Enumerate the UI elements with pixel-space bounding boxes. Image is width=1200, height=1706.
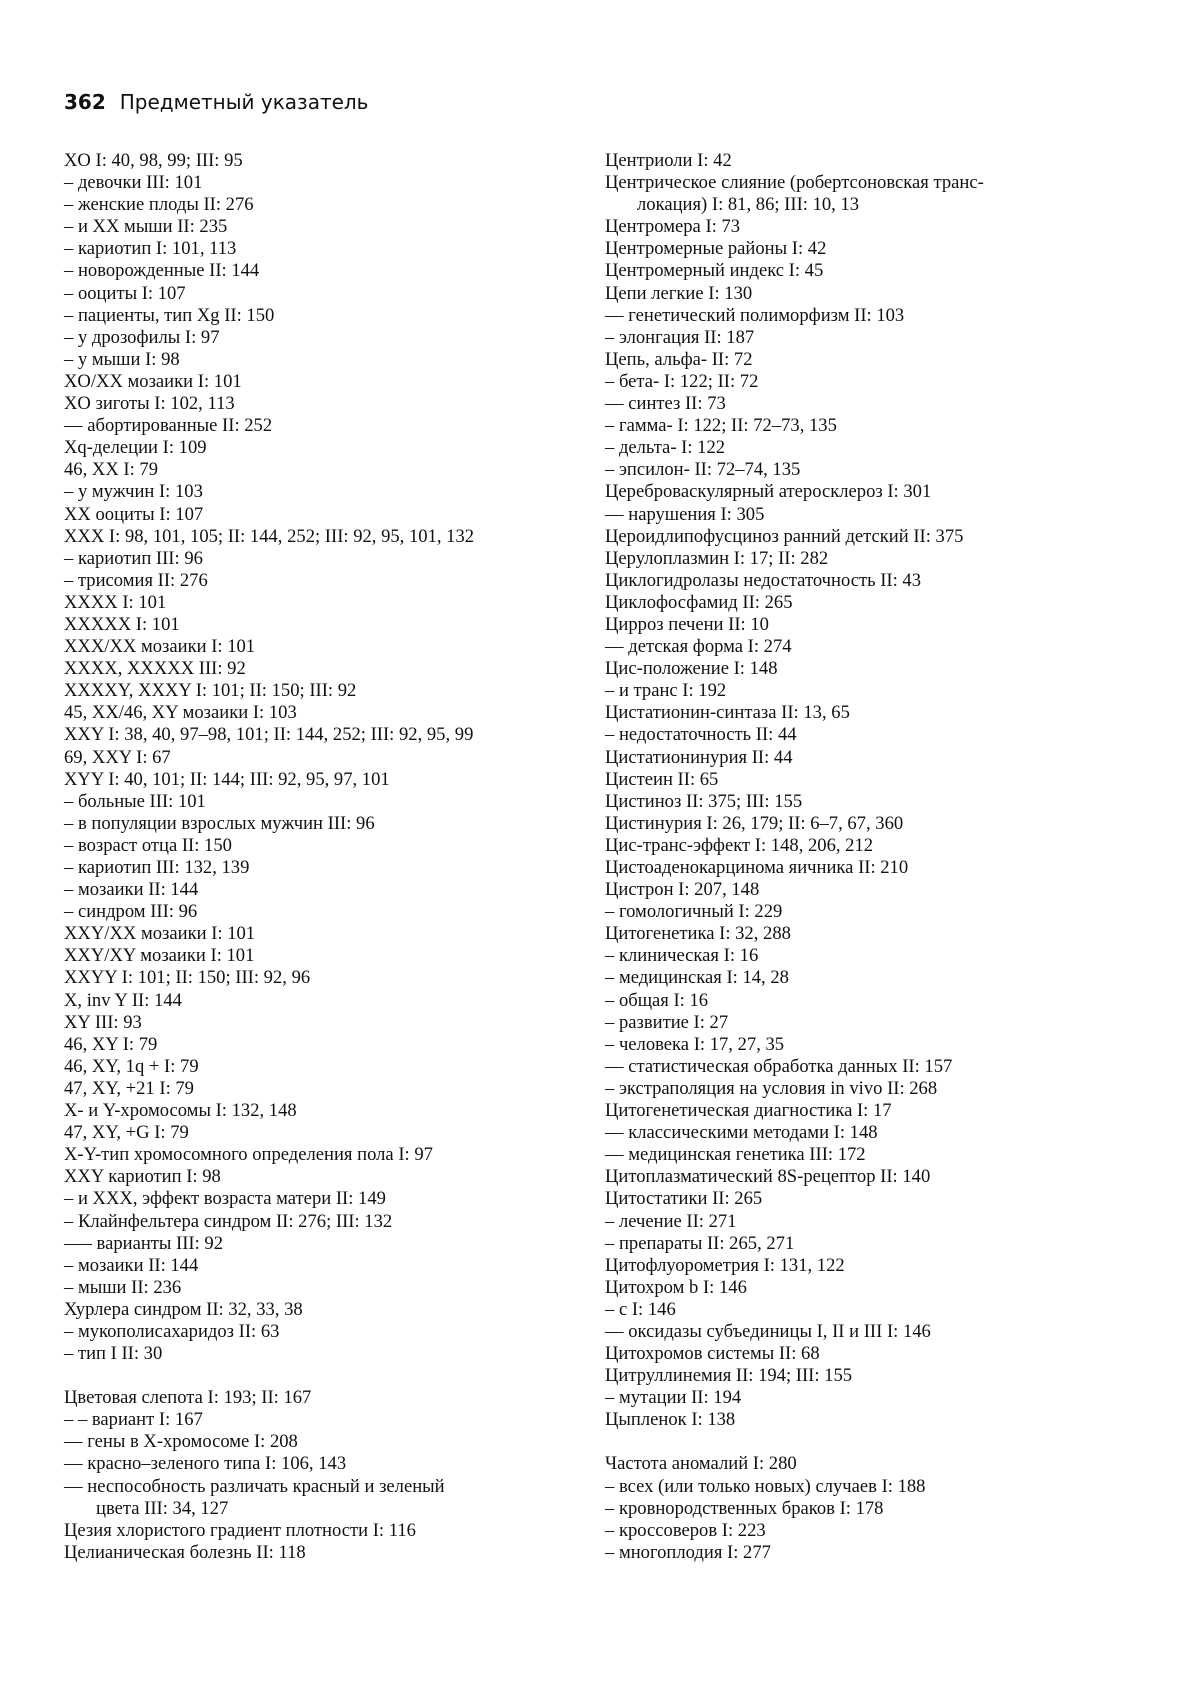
index-entry: Цероидлипофусциноз ранний детский II: 375 bbox=[605, 525, 964, 547]
index-entry: ––– варианты III: 92 bbox=[64, 1232, 224, 1254]
index-entry: –– синтез II: 73 bbox=[605, 393, 726, 415]
index-entry: 46, XY I: 79 bbox=[64, 1033, 158, 1055]
index-entry: Цистинурия I: 26, 179; II: 6–7, 67, 360 bbox=[605, 812, 904, 834]
index-entry: XY III: 93 bbox=[64, 1011, 142, 1033]
index-column-left bbox=[64, 150, 594, 1564]
index-entry: – мозаики II: 144 bbox=[64, 879, 199, 901]
index-entry: – ооциты I: 107 bbox=[64, 282, 186, 304]
index-entry: – кариотип III: 96 bbox=[64, 547, 203, 569]
index-entry: Церулоплазмин I: 17; II: 282 bbox=[605, 547, 829, 569]
index-entry: Цирроз печени II: 10 bbox=[605, 613, 769, 635]
index-entry: – гомологичный I: 229 bbox=[605, 901, 783, 923]
index-entry: – человека I: 17, 27, 35 bbox=[605, 1033, 785, 1055]
index-entry: – трисомия II: 276 bbox=[64, 569, 208, 591]
index-entry: Цыпленок I: 138 bbox=[605, 1409, 736, 1431]
index-entry: – клиническая I: 16 bbox=[605, 945, 759, 967]
index-entry: – пациенты, тип Xg II: 150 bbox=[64, 304, 275, 326]
index-entry: – общая I: 16 bbox=[605, 989, 709, 1011]
index-entry: Цезия хлористого градиент плотности I: 116 bbox=[64, 1519, 416, 1541]
index-entry: Цитруллинемия II: 194; III: 155 bbox=[605, 1365, 853, 1387]
index-entry: XXX I: 98, 101, 105; II: 144, 252; III: 92, 95, 101, 132 bbox=[64, 525, 475, 547]
index-entry: – лечение II: 271 bbox=[605, 1210, 737, 1232]
index-entry: X, inv Y II: 144 bbox=[64, 989, 182, 1011]
section-gap bbox=[64, 1365, 594, 1387]
index-entry: – всех (или только новых) случаев I: 188 bbox=[605, 1475, 926, 1497]
index-entry: XO/XX мозаики I: 101 bbox=[64, 370, 242, 392]
index-entry: XYY I: 40, 101; II: 144; III: 92, 95, 97, 101 bbox=[64, 768, 390, 790]
index-entry: –– детская форма I: 274 bbox=[605, 636, 792, 658]
index-entry: –– неспособность различать красный и зеленый bbox=[64, 1475, 445, 1497]
index-column-right bbox=[605, 150, 1145, 1564]
index-entry: 47, XY, +21 I: 79 bbox=[64, 1077, 194, 1099]
index-entry: Цепи легкие I: 130 bbox=[605, 282, 753, 304]
index-entry: – c I: 146 bbox=[605, 1298, 676, 1320]
index-entry: – женские плоды II: 276 bbox=[64, 194, 254, 216]
index-entry: – мыши II: 236 bbox=[64, 1276, 182, 1298]
index-entry: –– медицинская генетика III: 172 bbox=[605, 1144, 866, 1166]
index-entry: XX ооциты I: 107 bbox=[64, 503, 204, 525]
index-entry: – больные III: 101 bbox=[64, 790, 206, 812]
index-entry: –– оксидазы субъединицы I, II и III I: 146 bbox=[605, 1320, 931, 1342]
index-entry: – у мыши I: 98 bbox=[64, 348, 180, 370]
index-entry: XXXXY, XXXY I: 101; II: 150; III: 92 bbox=[64, 680, 357, 702]
index-entry: – кариотип I: 101, 113 bbox=[64, 238, 237, 260]
index-entry: Цистатионинурия II: 44 bbox=[605, 746, 793, 768]
index-entry: XXY/XY мозаики I: 101 bbox=[64, 945, 255, 967]
index-entry: –– красно–зеленого типа I: 106, 143 bbox=[64, 1453, 347, 1475]
index-entry: XXXX I: 101 bbox=[64, 591, 167, 613]
index-entry: Цитофлуорометрия I: 131, 122 bbox=[605, 1254, 845, 1276]
index-entry: – кроссоверов I: 223 bbox=[605, 1519, 766, 1541]
index-entry: –– абортированные II: 252 bbox=[64, 415, 273, 437]
index-entry: Цитохром b I: 146 bbox=[605, 1276, 747, 1298]
index-entry: Цис-положение I: 148 bbox=[605, 658, 778, 680]
index-entry: – недостаточность II: 44 bbox=[605, 724, 797, 746]
index-entry: –– классическими методами I: 148 bbox=[605, 1122, 878, 1144]
index-entry: – новорожденные II: 144 bbox=[64, 260, 260, 282]
index-entry: –– гены в X-хромосоме I: 208 bbox=[64, 1431, 298, 1453]
index-entry: Цистоаденокарцинома яичника II: 210 bbox=[605, 857, 909, 878]
index-entry: цвета III: 34, 127 bbox=[96, 1497, 229, 1519]
index-entry: – гамма- I: 122; II: 72–73, 135 bbox=[605, 415, 837, 437]
index-entry: – и XX мыши II: 235 bbox=[64, 216, 228, 238]
index-entry: – развитие I: 27 bbox=[605, 1011, 729, 1033]
index-entry: – синдром III: 96 bbox=[64, 901, 198, 923]
index-entry: – бета- I: 122; II: 72 bbox=[605, 370, 759, 392]
index-entry: XXYY I: 101; II: 150; III: 92, 96 bbox=[64, 967, 311, 989]
index-entry: XXY I: 38, 40, 97–98, 101; II: 144, 252; III: 92, 95, 99 bbox=[64, 724, 474, 746]
index-entry: XO I: 40, 98, 99; III: 95 bbox=[64, 150, 243, 171]
index-entry: – многоплодия I: 277 bbox=[605, 1541, 771, 1563]
index-entry: XO зиготы I: 102, 113 bbox=[64, 393, 235, 415]
index-entry: XXY/XX мозаики I: 101 bbox=[64, 923, 256, 945]
page-number: 362 bbox=[64, 90, 106, 114]
index-entry: Центромера I: 73 bbox=[605, 216, 741, 238]
index-entry: Цистрон I: 207, 148 bbox=[605, 879, 760, 901]
index-entry: X-Y-тип хромосомного определения пола I: 97 bbox=[64, 1144, 433, 1166]
index-entry: XXXXX I: 101 bbox=[64, 613, 180, 635]
index-entry: – мукополисахаридоз II: 63 bbox=[64, 1320, 280, 1342]
index-entry: локация) I: 81, 86; III: 10, 13 bbox=[637, 194, 860, 216]
index-entry: Цитостатики II: 265 bbox=[605, 1188, 763, 1210]
index-entry: – кровнородственных браков I: 178 bbox=[605, 1497, 884, 1519]
page-title: Предметный указатель bbox=[119, 90, 369, 114]
index-entry: Хурлера синдром II: 32, 33, 38 bbox=[64, 1298, 303, 1320]
index-entry: Цитогенетика I: 32, 288 bbox=[605, 923, 791, 945]
index-entry: XXY кариотип I: 98 bbox=[64, 1166, 221, 1188]
index-entry: – девочки III: 101 bbox=[64, 172, 203, 194]
index-entry: –– генетический полиморфизм II: 103 bbox=[605, 304, 905, 326]
index-entry: Цистатионин-синтаза II: 13, 65 bbox=[605, 702, 850, 724]
index-entry: Цепь, альфа- II: 72 bbox=[605, 348, 753, 370]
index-entry: – в популяции взрослых мужчин III: 96 bbox=[64, 812, 375, 834]
index-entry: – кариотип III: 132, 139 bbox=[64, 857, 250, 878]
index-entry: – элонгация II: 187 bbox=[605, 326, 755, 348]
index-entry: Центромерный индекс I: 45 bbox=[605, 260, 824, 282]
index-entry: – экстраполяция на условия in vivo II: 268 bbox=[605, 1077, 938, 1099]
index-entry: Цветовая слепота I: 193; II: 167 bbox=[64, 1387, 312, 1409]
index-entry: X- и Y-хромосомы I: 132, 148 bbox=[64, 1100, 297, 1122]
index-entry: Цитохромов системы II: 68 bbox=[605, 1343, 820, 1365]
index-entry: Центрическое слияние (робертсоновская транс- bbox=[605, 172, 984, 194]
index-entry: 45, XX/46, XY мозаики I: 103 bbox=[64, 702, 297, 724]
index-entry: – препараты II: 265, 271 bbox=[605, 1232, 795, 1254]
index-entry: Цитоплазматический 8S-рецептор II: 140 bbox=[605, 1166, 931, 1188]
index-entry: – тип I II: 30 bbox=[64, 1343, 163, 1365]
index-entry: – эпсилон- II: 72–74, 135 bbox=[605, 459, 801, 481]
index-entry: XXX/XX мозаики I: 101 bbox=[64, 636, 256, 658]
section-gap bbox=[605, 1431, 1145, 1453]
index-entry: Центриоли I: 42 bbox=[605, 150, 732, 171]
index-entry: – у мужчин I: 103 bbox=[64, 481, 203, 503]
index-entry: Циклогидролазы недостаточность II: 43 bbox=[605, 569, 922, 591]
index-entry: Циклофосфамид II: 265 bbox=[605, 591, 793, 613]
index-entry: Цистеин II: 65 bbox=[605, 768, 719, 790]
index-entry: – и транс I: 192 bbox=[605, 680, 727, 702]
index-entry: – мозаики II: 144 bbox=[64, 1254, 199, 1276]
index-entry: XXXX, XXXXX III: 92 bbox=[64, 658, 246, 680]
index-entry: – Клайнфельтера синдром II: 276; III: 132 bbox=[64, 1210, 393, 1232]
index-entry: – и XXX, эффект возраста матери II: 149 bbox=[64, 1188, 386, 1210]
index-entry: – медицинская I: 14, 28 bbox=[605, 967, 789, 989]
index-entry: 69, XXY I: 67 bbox=[64, 746, 171, 768]
index-entry: Цереброваскулярный атеросклероз I: 301 bbox=[605, 481, 932, 503]
index-entry: Xq-делеции I: 109 bbox=[64, 437, 207, 459]
index-entry: Цис-транс-эффект I: 148, 206, 212 bbox=[605, 834, 874, 856]
index-entry: 47, XY, +G I: 79 bbox=[64, 1122, 189, 1144]
index-entry: Цистиноз II: 375; III: 155 bbox=[605, 790, 803, 812]
index-entry: –– нарушения I: 305 bbox=[605, 503, 765, 525]
index-entry: – мутации II: 194 bbox=[605, 1387, 742, 1409]
index-entry: 46, XX I: 79 bbox=[64, 459, 158, 481]
page-header bbox=[64, 90, 368, 114]
index-entry: Центромерные районы I: 42 bbox=[605, 238, 827, 260]
index-entry: Целианическая болезнь II: 118 bbox=[64, 1541, 306, 1563]
index-entry: Частота аномалий I: 280 bbox=[605, 1453, 797, 1475]
index-entry: – дельта- I: 122 bbox=[605, 437, 726, 459]
index-entry: – у дрозофилы I: 97 bbox=[64, 326, 220, 348]
index-entry: – – вариант I: 167 bbox=[64, 1409, 203, 1431]
index-entry: – возраст отца II: 150 bbox=[64, 834, 232, 856]
index-entry: Цитогенетическая диагностика I: 17 bbox=[605, 1100, 892, 1122]
index-entry: 46, XY, 1q + I: 79 bbox=[64, 1055, 199, 1077]
index-entry: –– статистическая обработка данных II: 157 bbox=[605, 1055, 953, 1077]
